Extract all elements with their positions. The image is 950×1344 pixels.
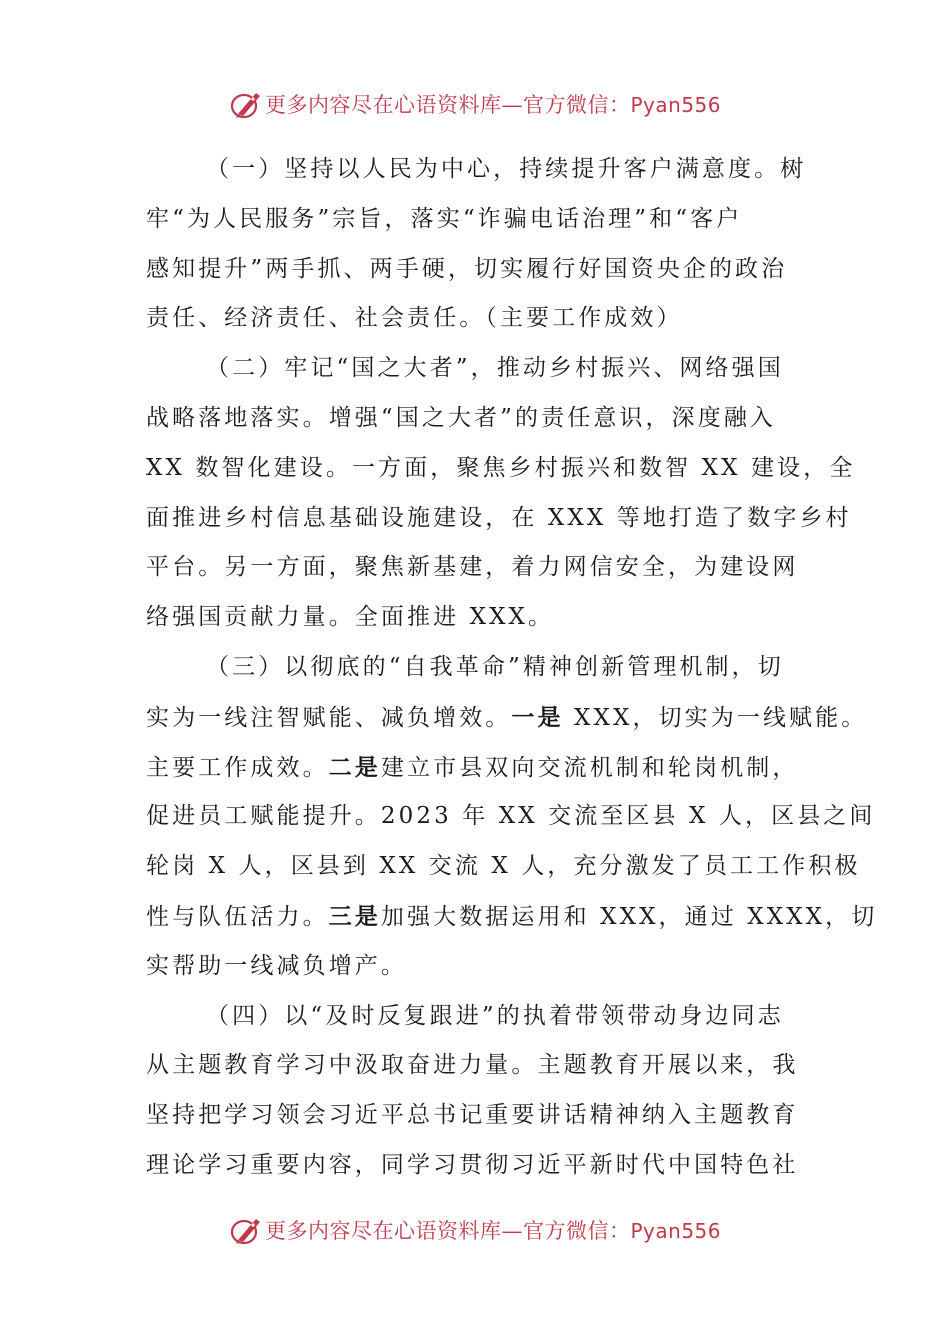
text-line [146,842,861,892]
text-segment: 轮岗 X 人，区县到 XX 交流 X 人，充分激发了员工工作积极 [146,853,861,880]
text-line [146,145,816,195]
text-segment: 牢“为人民服务”宗旨，落实“诈骗电话治理”和“客户 [146,205,743,232]
text-segment: 责任、经济责任、社会责任。（主要工作成效） [146,305,683,332]
text-line [146,593,816,643]
text-segment: 理论学习重要内容，同学习贯彻习近平新时代中国特色社 [146,1151,799,1178]
text-segment: 加强大数据运用和 XXX，通过 XXXX，切 [380,903,878,930]
pen-nib-circle-icon [229,87,263,121]
banner-text: 更多内容尽在心语资料库—官方微信：Pyan556 [264,1219,721,1243]
text-segment: 战略落地落实。增强“国之大者”的责任意识，深度融入 [146,404,777,431]
text-segment: 主要工作成效。 [146,754,329,781]
text-segment: （三）以彻底的“自我革命”精神创新管理机制，切 [206,653,784,680]
text-line [146,1141,816,1191]
text-line [146,494,852,544]
banner-text: 更多内容尽在心语资料库—官方微信：Pyan556 [264,93,721,117]
bold-marker: 三是 [328,902,381,930]
text-line [146,543,816,593]
text-segment: 平台。另一方面，聚焦新基建，着力网信安全，为建设网 [146,554,799,581]
footer-banner [0,1210,950,1250]
header-banner [0,84,950,124]
text-segment: XXX，切实为一线赋能。 [563,704,868,731]
text-line [146,643,816,693]
wechat-id: Pyan556 [630,93,721,117]
text-segment: 性与队伍活力。 [146,903,329,930]
text-segment: XX 数智化建设。一方面，聚焦乡村振兴和数智 XX 建设，全 [146,454,856,481]
text-line [146,444,856,494]
text-segment: 促进员工赋能提升。2023 年 XX 交流至区县 X 人，区县之间 [146,803,876,830]
text-line [146,1091,816,1141]
bold-marker: 一是 [511,703,564,731]
document-body [146,145,878,1191]
wechat-id: Pyan556 [630,1219,721,1243]
text-segment: 坚持把学习领会习近平总书记重要讲话精神纳入主题教育 [146,1102,799,1129]
text-line [146,892,878,942]
text-line [146,792,876,842]
text-segment: 实为一线注智赋能、减负增效。 [146,704,512,731]
text-line [146,693,868,743]
text-line [146,195,816,245]
text-segment: 感知提升”两手抓、两手硬，切实履行好国资央企的政治 [146,255,788,282]
text-segment: （一）坚持以人民为中心，持续提升客户满意度。树 [206,156,807,182]
text-line [146,942,816,992]
text-segment: （二）牢记“国之大者”，推动乡村振兴、网络强国 [206,355,784,382]
text-line [146,245,816,295]
text-segment: 从主题教育学习中汲取奋进力量。主题教育开展以来，我 [146,1052,799,1079]
text-line [146,344,816,394]
text-segment: 建立市县双向交流机制和轮岗机制， [380,754,799,781]
text-segment: 面推进乡村信息基础设施建设，在 XXX 等地打造了数字乡村 [146,504,852,531]
text-segment: 实帮助一线减负增产。 [146,952,407,979]
bold-marker: 二是 [328,753,381,781]
text-line [146,394,816,444]
text-line [146,1041,816,1091]
text-segment: 络强国贡献力量。全面推进 XXX。 [146,604,555,631]
text-line [146,294,816,344]
text-line [146,743,816,793]
pen-nib-circle-icon [229,1213,263,1247]
text-line [146,992,816,1042]
text-segment: （四）以“及时反复跟进”的执着带领带动身边同志 [206,1002,784,1029]
